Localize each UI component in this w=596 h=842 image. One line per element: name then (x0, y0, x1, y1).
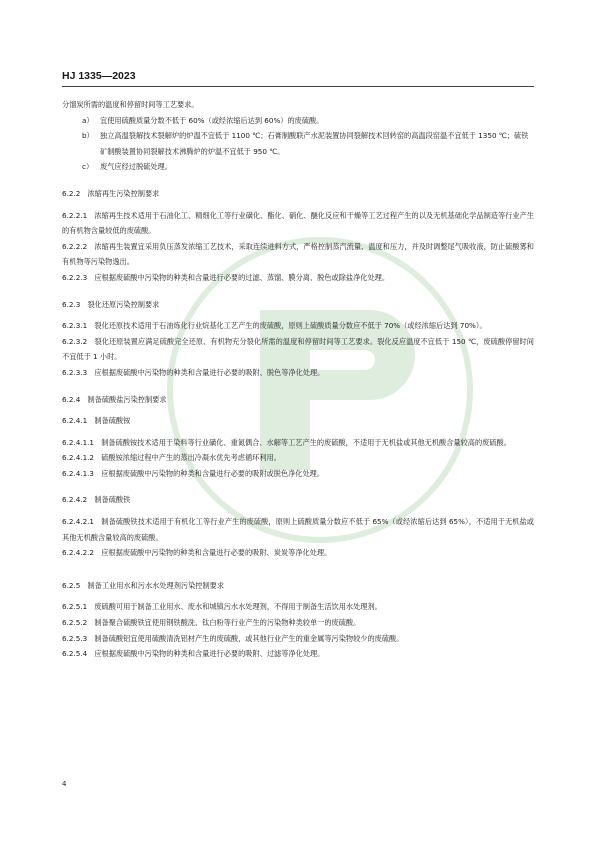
paragraph: 6.2.3.2 裂化还原装置应满足硫酸完全还原、有机物充分裂化所需的温度和停留时间等工艺要求。裂化反应温度不宜低于 150 ℃，废硫酸停留时间不宜低于 1 小时。 (62, 336, 534, 362)
standard-code: HJ 1335—2023 (62, 70, 136, 82)
paragraph: 6.2.5.3 制备硫酸铝宜使用硫酸清洗铝材产生的废硫酸，或其他行业产生的重金属等污染物较少的废硫酸。 (62, 633, 404, 643)
paragraph: 6.2.3.3 应根据废硫酸中污染物的种类和含量进行必要的吸附、脱色等净化处理。 (62, 367, 325, 377)
header-divider (62, 86, 534, 87)
paragraph: 6.2.2.3 应根据废硫酸中污染物的种类和含量进行必要的过滤、蒸馏、膜分离、脱色或除盐净化处理。 (62, 272, 390, 282)
body-text (62, 97, 534, 662)
subsection-heading: 6.2.4.1 制备硫酸铵 (62, 416, 131, 426)
paragraph: 6.2.4.1.2 硫酸铵浓缩过程中产生的蒸出冷凝水优先考虑循环利用。 (62, 453, 281, 463)
paragraph: 6.2.5.4 应根据废硫酸中污染物的种类和含量进行必要的吸附、过滤等净化处理。 (62, 649, 325, 659)
paragraph: 6.2.4.2.2 应根据废硫酸中污染物的种类和含量进行必要的吸附、炭炭等净化处理。 (62, 548, 332, 558)
section-heading: 6.2.2 浓缩再生污染控制要求 (62, 188, 160, 198)
section-heading: 6.2.3 裂化还原污染控制要求 (62, 299, 160, 309)
paragraph: 6.2.2.2 浓缩再生装置宜采用负压蒸发浓缩工艺技术，采取连续进料方式，严格控制蒸汽流量、温度和压力，并及时调整尾气吸收液，防止硫酸雾和有机物等污染物逸出。 (62, 241, 534, 267)
paragraph: 6.2.5.1 废硫酸可用于制备工业用水、废水和城镇污水水处理剂，不得用于制备生活饮用水处理剂。 (62, 602, 382, 612)
paragraph: 6.2.3.1 裂化还原技术适用于石油炼化行业烷基化工艺产生的废硫酸，原则上硫酸质量分数应不低于 70%（或经浓缩后达到 70%）。 (62, 321, 487, 331)
paragraph: 6.2.5.2 制备聚合硫酸铁宜使用钢铁酸洗、钛白粉等行业产生的污染物种类较单一的废硫酸。 (62, 618, 361, 628)
page-number: 4 (62, 780, 67, 788)
paragraph: 6.2.4.2.1 制备硫酸铁技术适用于有机化工等行业产生的废硫酸，原则上硫酸质量分数应不低于 65%（或经浓缩后达到 65%），不适用于无机盐或其他无机酸含量较高的废硫酸。 (62, 517, 534, 542)
section-heading: 6.2.4 制备硫酸盐污染控制要求 (62, 394, 167, 404)
list-item: b） 独立高温裂解技术裂解炉的炉温不宜低于 1100 ℃；石膏制酸联产水泥装置协同裂解技术回转窑的高温段窑温不宜低于 1350 ℃；硫铁矿制酸装置协同裂解技术沸腾炉的炉温不宜低于 950 ℃。 (82, 131, 529, 156)
paragraph: 6.2.4.1.1 制备硫酸铵技术适用于染料等行业磺化、重氮偶合、水解等工艺产生的废硫酸，不适用于无机盐或其他无机酸含量较高的废硫酸。 (62, 437, 511, 447)
paragraph: 6.2.2.1 浓缩再生技术适用于石油化工、精细化工等行业磺化、酯化、硝化、醚化反应和干燥等工艺过程产生的以及无机基础化学品制造等行业产生的有机物含量较低的废硫酸。 (62, 210, 534, 236)
list-item: a） 宜使用硫酸质量分数不低于 60%（或经浓缩后达到 60%）的废硫酸。 (82, 115, 324, 125)
paragraph: 分馏炭所需的温度和停留时间等工艺要求。 (62, 100, 199, 109)
subsection-heading: 6.2.4.2 制备硫酸铁 (62, 495, 131, 505)
section-heading: 6.2.5 制备工业用水和污水水处理剂污染控制要求 (62, 580, 225, 590)
paragraph: 6.2.4.1.3 应根据废硫酸中污染物的种类和含量进行必要的吸附或脱色净化处理。 (62, 468, 325, 478)
list-item: c） 废气应经过脱硫处理。 (82, 162, 172, 172)
